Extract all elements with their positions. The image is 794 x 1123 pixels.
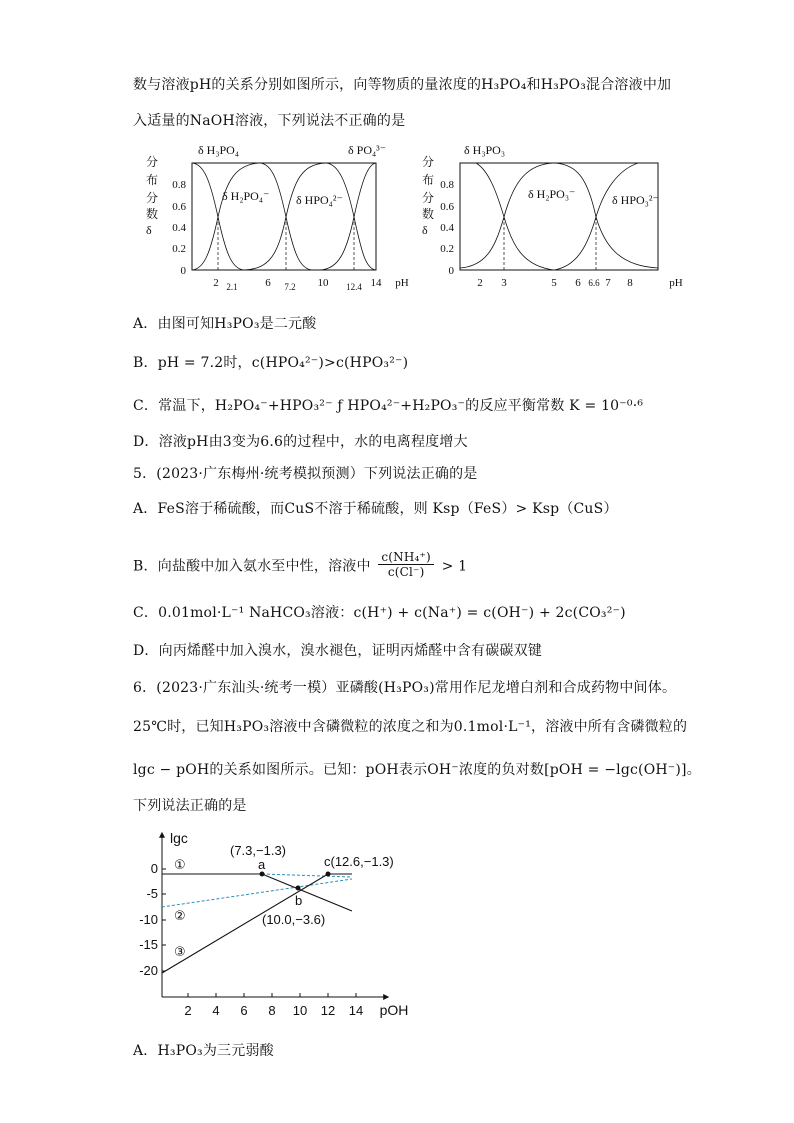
ylabel-char: 分 <box>146 191 159 205</box>
x-tick-label: 14 <box>348 1003 364 1018</box>
y-tick-label: 0.4 <box>172 222 186 234</box>
x-tick-label: 12 <box>320 1003 336 1018</box>
q6-text: 下列说法正确的是 <box>133 798 247 814</box>
q5b-prefix: B．向盐酸中加入氨水至中性，溶液中 <box>133 558 371 575</box>
curve-label: δ HPO₃²⁻ <box>612 193 659 207</box>
curve-label: δ H₂PO₄⁻ <box>222 189 270 203</box>
y-tick-label: 0.6 <box>440 201 454 213</box>
y-tick-label: -15 <box>139 937 158 952</box>
ylabel-char: 数 <box>146 207 159 221</box>
point-b <box>296 886 301 891</box>
ylabel-char: δ <box>146 223 152 237</box>
text-line: 入适量的NaOH溶液，下列说法不正确的是 <box>133 113 406 129</box>
ylabel-char: 布 <box>422 173 435 187</box>
question-6: 6．(2023·广东汕头·统考一模）亚磷酸(H₃PO₃)常用作尼龙增白剂和合成药物中间体。 <box>133 680 677 696</box>
x-sub-label: 2.1 <box>226 282 238 292</box>
y-tick-label: 0.4 <box>440 222 454 234</box>
pka-dashes <box>218 217 354 270</box>
q5-option-d: D．向丙烯醛中加入溴水，溴水褪色，证明丙烯醛中含有碳碳双键 <box>133 643 543 659</box>
point-name: a <box>258 857 266 872</box>
x-tick-label: 10 <box>317 277 329 289</box>
lgc-poh-figure <box>130 825 420 1025</box>
y-tick-label: 0 <box>180 265 186 277</box>
curve-2-dashed <box>162 879 352 907</box>
point-label: (7.3,−1.3) <box>230 843 287 858</box>
option-c: C．常温下，H₂PO₄⁻+HPO₃²⁻ ƒ HPO₄²⁻+H₂PO₃⁻的反应平衡常数 K = 10⁻⁰·⁶ <box>133 398 644 414</box>
q6-text: lgc − pOH的关系如图所示。已知：pOH表示OH⁻浓度的负对数[pOH = −lgc(OH⁻)]。 <box>133 762 701 778</box>
curve-label: ① <box>174 857 186 872</box>
ylabel-char: δ <box>422 223 428 237</box>
x-tick-label: 8 <box>268 1003 276 1018</box>
point-a <box>260 872 265 877</box>
fraction-denominator: c(Cl⁻) <box>387 565 425 579</box>
h3po3-distribution-figure <box>418 140 698 295</box>
y-tick-label: -20 <box>139 963 158 978</box>
q5-option-c: C．0.01mol·L⁻¹ NaHCO₃溶液：c(H⁺) + c(Na⁺) = c(OH⁻) + 2c(CO₃²⁻) <box>133 605 626 621</box>
curve-label: ② <box>174 908 186 923</box>
q5-option-b <box>133 552 467 581</box>
y-tick-label: 0 <box>150 861 158 876</box>
text-line: 数与溶液pH的关系分别如图所示，向等物质的量浓度的H₃PO₄和H₃PO₃混合溶液中加 <box>133 77 672 93</box>
x-tick-label: 6.6 <box>588 278 600 288</box>
x-tick-label: 6 <box>265 277 271 289</box>
x-tick-label: 6 <box>575 277 581 289</box>
distribution-curves <box>460 163 658 270</box>
curve-label: δ HPO₄²⁻ <box>296 193 343 207</box>
q6-option-a: A．H₃PO₃为三元弱酸 <box>133 1043 274 1059</box>
y-axis-label: lgc <box>170 830 188 846</box>
x-sub-label: 7.2 <box>284 282 296 292</box>
y-tick-label: 0.2 <box>172 243 186 255</box>
curve-label: δ PO₄³⁻ <box>348 143 387 157</box>
ylabel-char: 布 <box>146 173 159 187</box>
point-c <box>326 872 331 877</box>
x-axis-unit: pH <box>395 277 409 289</box>
x-tick-label: 7 <box>605 277 611 289</box>
y-tick-label: 0.2 <box>440 243 454 255</box>
point-label: c(12.6,−1.3) <box>324 854 394 869</box>
point-label: (10.0,−3.6) <box>262 912 326 927</box>
ylabel-char: 分 <box>422 191 435 205</box>
x-tick-label: 2 <box>213 277 219 289</box>
y-axis-label <box>146 154 158 237</box>
x-tick-label: 2 <box>184 1003 192 1018</box>
x-tick-label: 10 <box>292 1003 308 1018</box>
question-5: 5．(2023·广东梅州·统考模拟预测）下列说法正确的是 <box>133 466 478 482</box>
q5-option-a: A．FeS溶于稀硫酸，而CuS不溶于稀硫酸，则 Ksp（FeS）> Ksp（CuS） <box>133 501 618 517</box>
x-tick-label: 6 <box>240 1003 248 1018</box>
x-tick-label: 8 <box>627 277 633 289</box>
x-tick-label: 5 <box>551 277 557 289</box>
option-d: D．溶液pH由3变为6.6的过程中，水的电离程度增大 <box>133 434 468 450</box>
x-tick-label: 14 <box>370 277 382 289</box>
h3po4-distribution-figure <box>140 140 420 295</box>
distribution-curves <box>192 163 376 270</box>
option-a: A．由图可知H₃PO₃是二元酸 <box>133 316 317 332</box>
ylabel-char: 分 <box>146 155 159 169</box>
curve-label: δ H₃PO₃ <box>464 143 506 157</box>
fraction <box>378 550 434 579</box>
fraction-numerator: c(NH₄⁺) <box>378 550 434 565</box>
x-tick-label: 4 <box>212 1003 220 1018</box>
plot-frame <box>192 163 376 270</box>
x-tick-label: 2 <box>477 277 483 289</box>
x-axis-unit: pH <box>669 277 683 289</box>
y-tick-label: 0 <box>448 265 454 277</box>
x-axis-unit: pOH <box>379 1002 409 1018</box>
y-tick-label: -10 <box>139 912 158 927</box>
curve-label: δ H₂PO₃⁻ <box>528 187 576 201</box>
ylabel-char: 数 <box>422 207 435 221</box>
curve-label: ③ <box>174 944 186 959</box>
option-b: B．pH = 7.2时，c(HPO₄²⁻)>c(HPO₃²⁻) <box>133 355 409 371</box>
x-tick-label: 3 <box>501 277 507 289</box>
point-name: b <box>295 893 303 908</box>
q6-text: 25℃时，已知H₃PO₃溶液中含磷微粒的浓度之和为0.1mol·L⁻¹，溶液中所有含磷微粒的 <box>133 719 688 735</box>
x-sub-label: 12.4 <box>346 282 362 292</box>
y-tick-label: 0.8 <box>172 179 186 191</box>
curve-label: δ H₃PO₄ <box>198 143 240 157</box>
y-tick-label: 0.8 <box>440 179 454 191</box>
ylabel-char: 分 <box>422 155 435 169</box>
y-tick-label: 0.6 <box>172 201 186 213</box>
q5b-suffix: > 1 <box>441 558 468 575</box>
y-tick-label: -5 <box>146 886 158 901</box>
